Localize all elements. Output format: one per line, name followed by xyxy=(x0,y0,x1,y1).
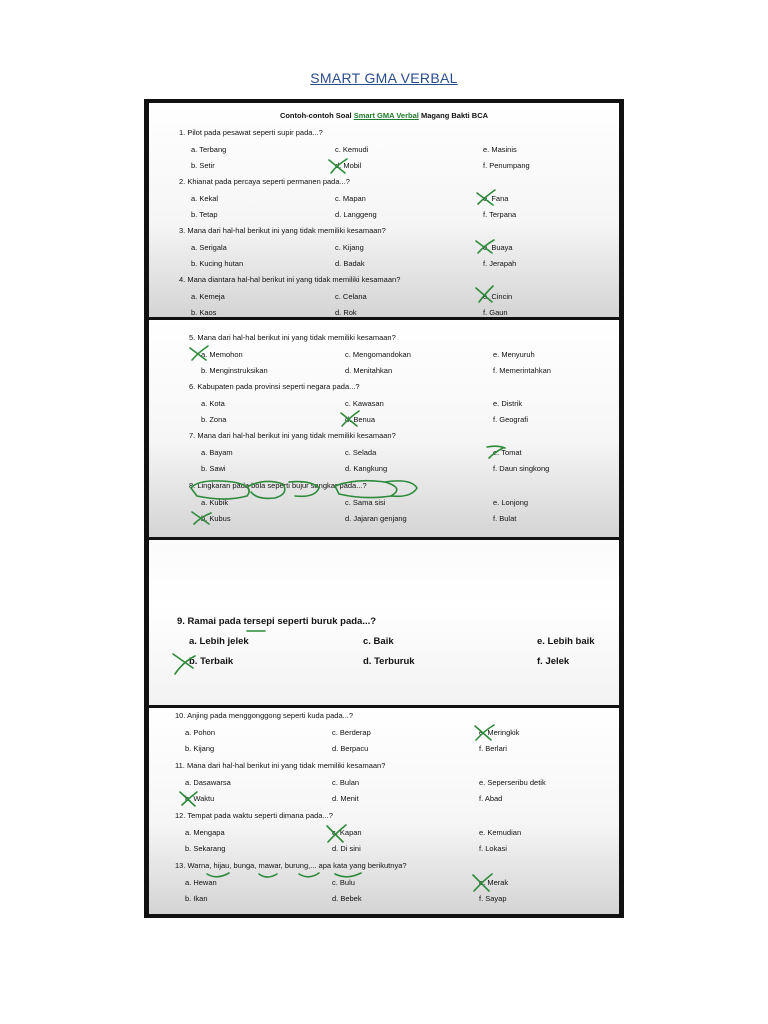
q8-option-b: b. Kubus xyxy=(201,514,231,523)
q5-option-c: c. Mengomandokan xyxy=(345,350,411,359)
q5-option-b: b. Menginstruksikan xyxy=(201,366,268,375)
q4-option-f: f. Gaun xyxy=(483,308,508,317)
q6-option-d: d. Benua xyxy=(345,415,376,424)
q2-option-b: b. Tetap xyxy=(191,210,218,219)
q12-option-c: c. Kapan xyxy=(332,828,362,837)
q10-option-f: f. Berlari xyxy=(479,744,507,753)
q5-option-d: d. Menitahkan xyxy=(345,366,393,375)
question-3: 3. Mana dari hal-hal berikut ini yang tidak memiliki kesamaan? xyxy=(179,226,386,235)
q6-option-b: b. Zona xyxy=(201,415,227,424)
q7-option-d: d. Kangkung xyxy=(345,464,388,473)
question-7: 7. Mana dari hal-hal berikut ini yang tidak memiliki kesamaan? xyxy=(189,431,396,440)
question-12: 12. Tempat pada waktu seperti dimana pada...? xyxy=(175,811,333,820)
q2-option-a: a. Kekal xyxy=(191,194,219,203)
q1-option-d: d. Mobil xyxy=(335,161,362,170)
q5-option-e: e. Menyuruh xyxy=(493,350,535,359)
q3-option-d: d. Badak xyxy=(335,259,365,268)
q13-option-b: b. Ikan xyxy=(185,894,208,903)
q4-option-b: b. Kaos xyxy=(191,308,217,317)
q10-option-a: a. Pohon xyxy=(185,728,216,737)
quiz-heading xyxy=(149,111,619,120)
heading-highlight: Smart GMA Verbal xyxy=(353,111,419,120)
q2-option-d: d. Langgeng xyxy=(335,210,377,219)
scanned-quiz-image xyxy=(144,99,624,918)
question-4: 4. Mana diantara hal-hal berikut ini yang tidak memiliki kesamaan? xyxy=(179,275,401,284)
page-title: SMART GMA VERBAL xyxy=(310,70,458,86)
question-6: 6. Kabupaten pada provinsi seperti negara pada...? xyxy=(189,382,360,391)
q7-option-f: f. Daun singkong xyxy=(493,464,550,473)
q4-option-c: c. Celana xyxy=(335,292,367,301)
q11-option-a: a. Dasawarsa xyxy=(185,778,231,787)
q8-option-e: e. Lonjong xyxy=(493,498,529,507)
q2-option-c: c. Mapan xyxy=(335,194,366,203)
question-11: 11. Mana dari hal-hal berikut ini yang tidak memiliki kesamaan? xyxy=(175,761,386,770)
q4-option-e: e. Cincin xyxy=(483,292,513,301)
q9-option-e: e. Lebih baik xyxy=(537,636,595,647)
question-2: 2. Khianat pada percaya seperti permanen pada...? xyxy=(179,177,350,186)
quiz-panel-3 xyxy=(149,540,619,705)
q13-option-a: a. Hewan xyxy=(185,878,217,887)
q9-underline-mark xyxy=(245,628,269,634)
q3-option-e: e. Buaya xyxy=(483,243,513,252)
q2-option-f: f. Terpana xyxy=(483,210,517,219)
heading-prefix: Contoh-contoh Soal xyxy=(279,111,352,120)
q8-option-f: f. Bulat xyxy=(493,514,517,523)
q10-option-d: d. Berpacu xyxy=(332,744,369,753)
q11-option-f: f. Abad xyxy=(479,794,503,803)
q11-option-c: c. Bulan xyxy=(332,778,360,787)
q9-option-a: a. Lebih jelek xyxy=(189,636,249,647)
q4-option-a: a. Kemeja xyxy=(191,292,225,301)
q7-option-a: a. Bayam xyxy=(201,448,233,457)
quiz-panel-1 xyxy=(149,103,619,317)
q9-option-b: b. Terbaik xyxy=(189,656,234,667)
q8-option-c: c. Sama sisi xyxy=(345,498,386,507)
heading-suffix: Magang Bakti BCA xyxy=(420,111,489,120)
q1-option-a: a. Terbang xyxy=(191,145,227,154)
q13-option-c: c. Bulu xyxy=(332,878,355,887)
q13-option-d: d. Bebek xyxy=(332,894,362,903)
q3-option-f: f. Jerapah xyxy=(483,259,517,268)
question-13: 13. Warna, hijau, bunga, mawar, burung,... apa kata yang berikutnya? xyxy=(175,861,407,870)
q4-option-d: d. Rok xyxy=(335,308,357,317)
q1-option-b: b. Setir xyxy=(191,161,215,170)
q12-option-d: d. Di sini xyxy=(332,844,361,853)
q7-option-c: c. Selada xyxy=(345,448,377,457)
q1-option-e: e. Masinis xyxy=(483,145,517,154)
q6-option-c: c. Kawasan xyxy=(345,399,384,408)
q7-option-e: e. Tomat xyxy=(493,448,522,457)
q1-option-f: f. Penumpang xyxy=(483,161,530,170)
q3-option-b: b. Kucing hutan xyxy=(191,259,244,268)
q12-option-e: e. Kemudian xyxy=(479,828,522,837)
q12-option-f: f. Lokasi xyxy=(479,844,507,853)
question-8: 8. Lingkaran pada bola seperti bujur sangkar pada...? xyxy=(189,481,367,490)
question-10: 10. Anjing pada menggonggong seperti kuda pada...? xyxy=(175,711,354,720)
q11-option-e: e. Seperseribu detik xyxy=(479,778,546,787)
q10-option-b: b. Kijang xyxy=(185,744,215,753)
q10-option-e: e. Meringkik xyxy=(479,728,520,737)
q9-option-d: d. Terburuk xyxy=(363,656,415,667)
q8-option-a: a. Kubik xyxy=(201,498,229,507)
q2-option-e: e. Fana xyxy=(483,194,509,203)
q6-option-f: f. Geografi xyxy=(493,415,529,424)
q11-option-d: d. Menit xyxy=(332,794,359,803)
q6-option-a: a. Kota xyxy=(201,399,225,408)
q6-option-e: e. Distrik xyxy=(493,399,523,408)
quiz-panel-2 xyxy=(149,320,619,537)
q9-option-f: f. Jelek xyxy=(537,656,570,667)
q7-option-b: b. Sawi xyxy=(201,464,226,473)
q1-option-c: c. Kemudi xyxy=(335,145,369,154)
q8-option-d: d. Jajaran genjang xyxy=(345,514,407,523)
q11-option-b: b. Waktu xyxy=(185,794,215,803)
quiz-panel-4 xyxy=(149,708,619,914)
q3-option-a: a. Serigala xyxy=(191,243,227,252)
q12-option-a: a. Mengapa xyxy=(185,828,225,837)
q13-option-e: e. Merak xyxy=(479,878,509,887)
question-9: 9. Ramai pada tersepi seperti buruk pada...? xyxy=(177,616,377,627)
question-5: 5. Mana dari hal-hal berikut ini yang tidak memiliki kesamaan? xyxy=(189,333,396,342)
q3-option-c: c. Kijang xyxy=(335,243,364,252)
question-1: 1. Pilot pada pesawat seperti supir pada...? xyxy=(179,128,323,137)
q9-option-c: c. Baik xyxy=(363,636,394,647)
q5-option-f: f. Memerintahkan xyxy=(493,366,551,375)
q10-option-c: c. Berderap xyxy=(332,728,371,737)
q12-option-b: b. Sekarang xyxy=(185,844,226,853)
q13-option-f: f. Sayap xyxy=(479,894,507,903)
q5-option-a: a. Memohon xyxy=(201,350,243,359)
